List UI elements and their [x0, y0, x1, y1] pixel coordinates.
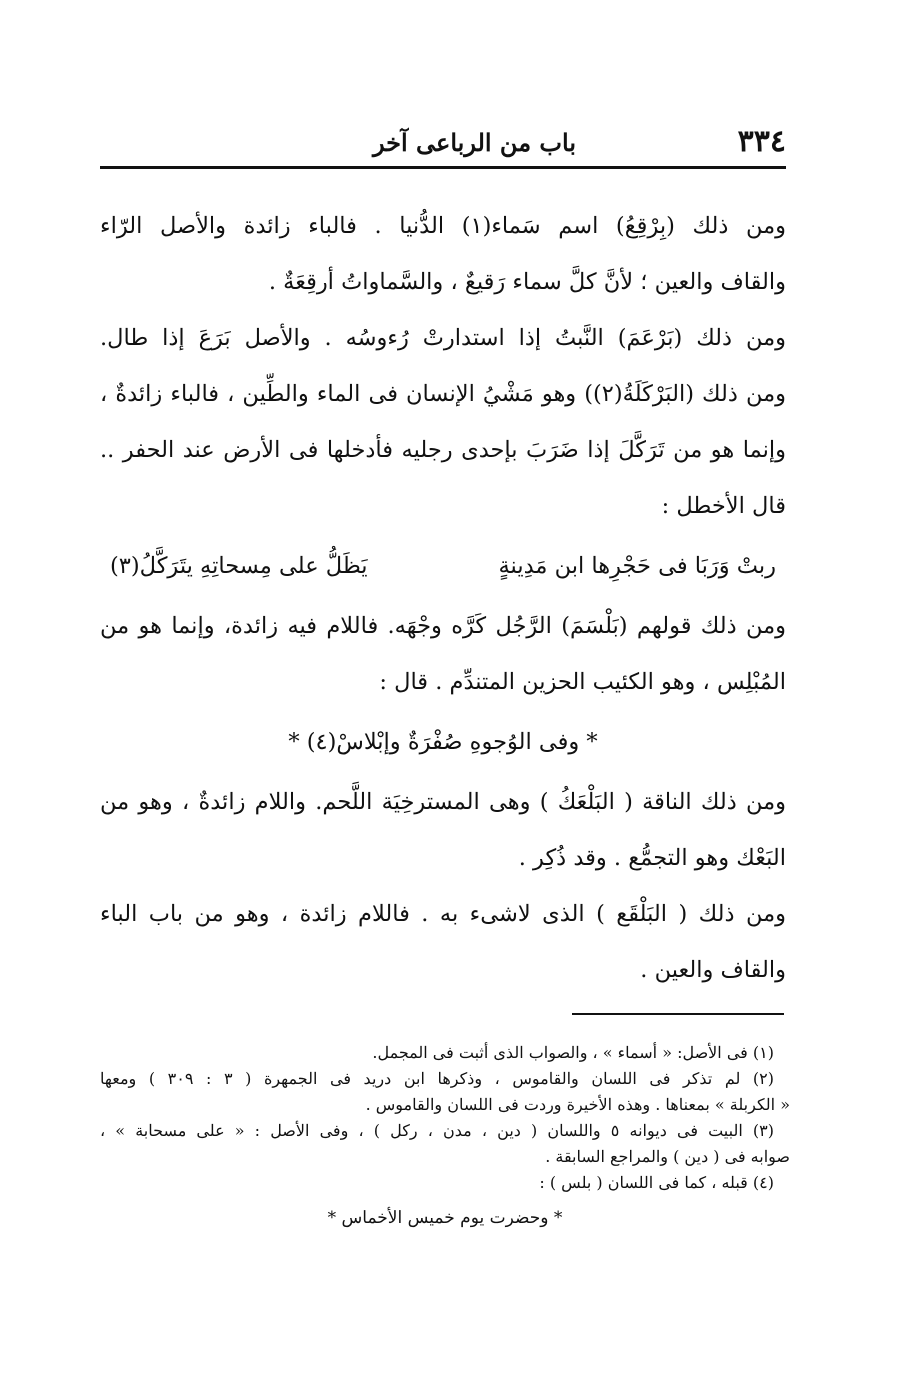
- page-number: ٣٣٤: [737, 124, 786, 159]
- paragraph-balak: [100, 774, 786, 886]
- paragraph-balqa: [100, 886, 786, 998]
- text-line: ومن ذلك (بَرْعَمَ) النَّبتُ إذا استدارتْ رُءوسُه . والأصل بَرَعَ إذا طال.: [100, 325, 786, 351]
- text-line: ومن ذلك قولهم (بَلْسَمَ) الرَّجُل كَرَّه وجْهَه. فاللام فيه زائدة، وإنما هو من: [100, 613, 786, 639]
- verse-first-hemistich: ربتْ وَرَبَا فى حَجْرِها ابن مَدِينةٍ: [498, 553, 776, 579]
- page-header: [100, 118, 786, 166]
- running-title: باب من الرباعى آخر: [372, 128, 576, 157]
- verse-akhtal: [100, 534, 786, 598]
- text-line: البَعْك وهو التجمُّع . وقد ذُكِر .: [518, 845, 786, 871]
- footnotes: [100, 1040, 790, 1236]
- verse-second-hemistich: يَظَلُّ على مِسحاتِهِ يتَرَكَّلُ(٣): [110, 553, 368, 579]
- footnote-rule: [572, 1013, 784, 1015]
- paragraph-barama: [100, 310, 786, 366]
- footnote-1: (١) فى الأصل: « أسماء » ، والصواب الذى أثبت فى المجمل.: [372, 1043, 774, 1062]
- footnote-4: (٤) قبله ، كما فى اللسان ( بلس ) :: [539, 1173, 774, 1192]
- text-line: ومن ذلك ( البَلْقَع ) الذى لاشىء به . فاللام زائدة ، وهو من باب الباء: [100, 901, 786, 927]
- text-line: والقاف والعين ؛ لأنَّ كلَّ سماء رَقيعٌ ، والسَّماواتُ أرقِعَةٌ .: [268, 269, 786, 295]
- text-line: المُبْلِس ، وهو الكئيب الحزين المتندِّم . قال :: [379, 669, 786, 695]
- text-line: ومن ذلك (بِرْقِعُ) اسم سَماء(١) الدُّنيا . فالباء زائدة والأصل الرّاء: [100, 213, 786, 239]
- footnote-2-line: (٢) لم تذكر فى اللسان والقاموس ، وذكرها ابن دريد فى الجمهرة ( ٣ : ٣٠٩ ) ومعها: [100, 1069, 775, 1088]
- header-rule: [100, 166, 786, 169]
- paragraph-barkala: [100, 366, 786, 534]
- main-text: [100, 198, 786, 998]
- text-line: قال الأخطل :: [661, 493, 786, 519]
- footnote-2-line: « الكربلة » بمعناها . وهذه الأخيرة وردت فى اللسان والقاموس .: [365, 1095, 790, 1114]
- text-line: ومن ذلك الناقة ( البَلْعَكُ ) وهى المسترخِيَة اللَّحم. واللام زائدةٌ ، وهو من: [100, 789, 786, 815]
- text-line: وإنما هو من تَرَكَّلَ إذا ضَرَبَ بإحدى رجليه فأدخلها فى الأرض عند الحفر ..: [100, 437, 786, 463]
- text-line: والقاف والعين .: [640, 957, 786, 983]
- text-line: ومن ذلك (البَرْكَلَةُ(٢)) وهو مَشْيُ الإنسان فى الماء والطِّين ، فالباء زائدةٌ ،: [100, 381, 786, 407]
- verse-iblas: * وفى الوُجوهِ صُفْرَةٌ وإبْلاسْ(٤) *: [288, 729, 598, 755]
- footnote-3-line: (٣) البيت فى ديوانه ٥ واللسان ( دين ، مدن ، ركل ) ، وفى الأصل : « على مسحابة » ،: [100, 1121, 774, 1140]
- footnote-4-verse: * وحضرت يوم خميس الأخماس *: [327, 1208, 563, 1228]
- paragraph-burqu: [100, 198, 786, 310]
- footnote-3-line: صوابه فى ( دين ) والمراجع السابقة .: [545, 1147, 790, 1166]
- paragraph-balsama: [100, 598, 786, 710]
